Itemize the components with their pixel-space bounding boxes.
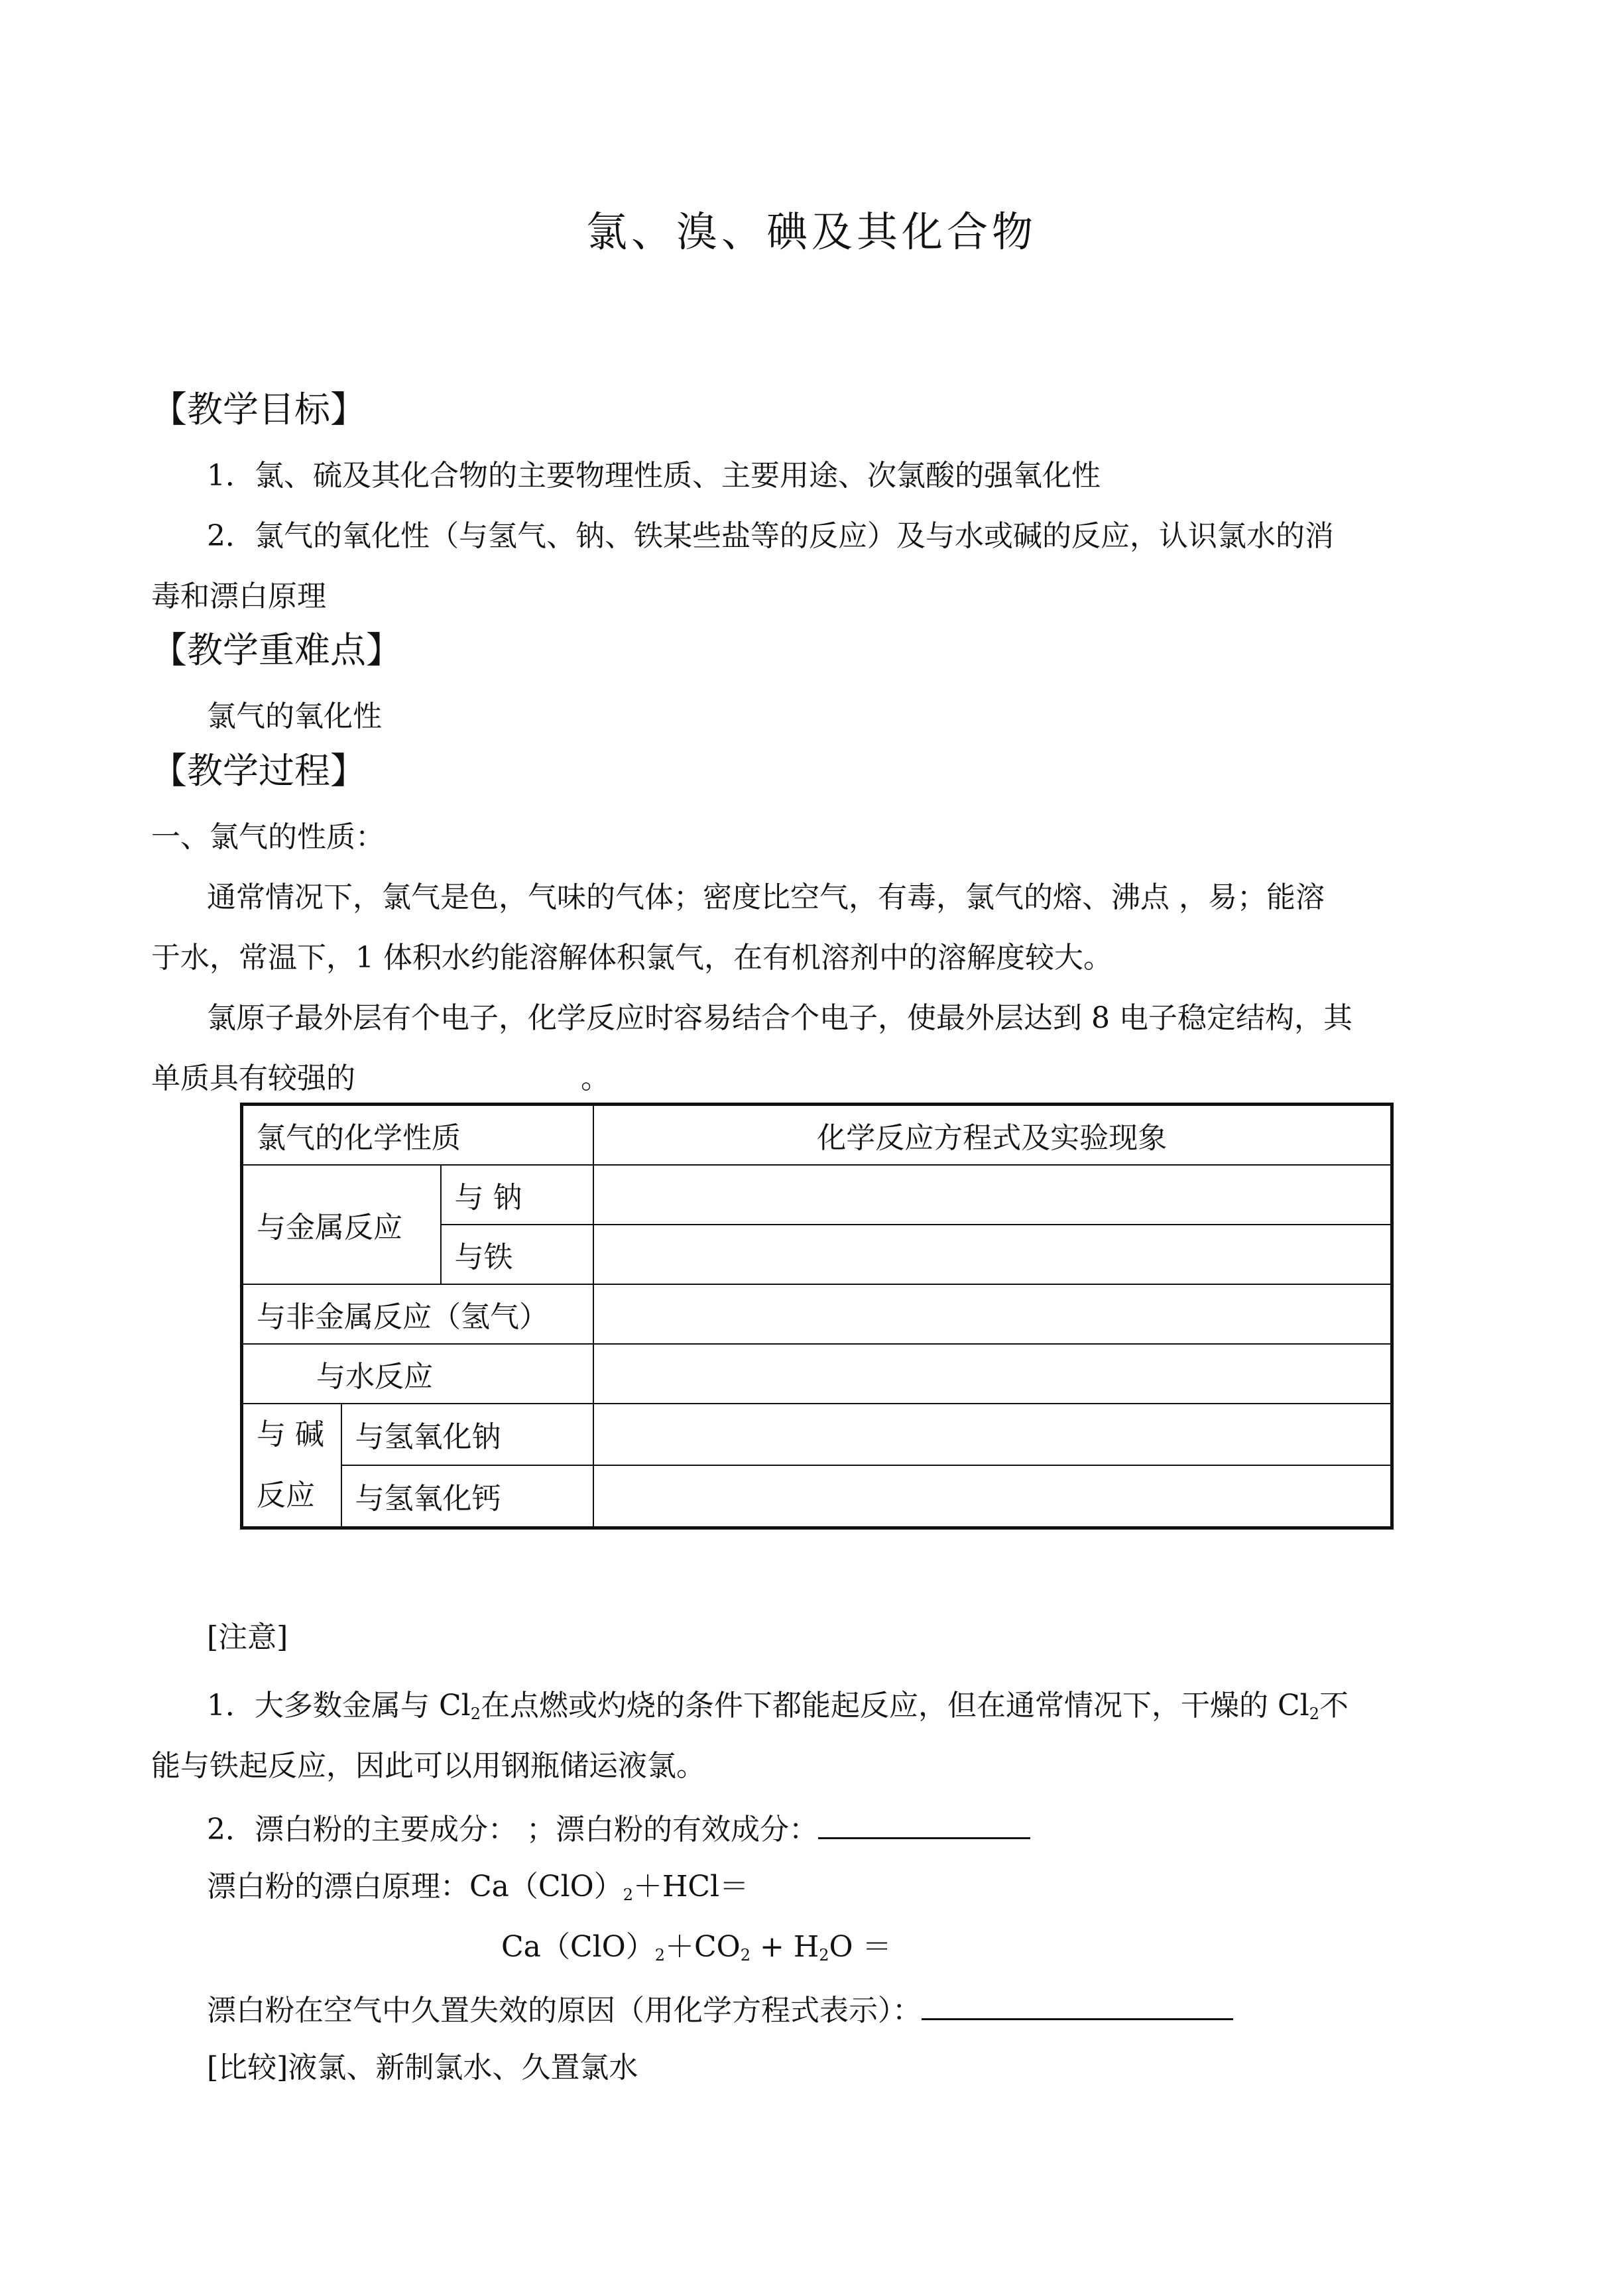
row-label-sodium: 与 钠 — [441, 1165, 593, 1225]
paragraph-2-text: 单质具有较强的 — [151, 1061, 355, 1095]
note-1-text-a: 1．大多数金属与 Cl — [207, 1689, 471, 1722]
failure-reason — [207, 1989, 1233, 2029]
note-1-text-c: 不 — [1319, 1689, 1349, 1722]
answer-cell-iron[interactable] — [593, 1225, 1392, 1284]
answer-cell-sodium[interactable] — [593, 1165, 1392, 1225]
bleach-reaction-2 — [501, 1929, 892, 1974]
subscript-2: 2 — [740, 1946, 751, 1964]
row-label-naoh: 与氢氧化钠 — [341, 1404, 593, 1465]
subscript-2: 2 — [623, 1886, 633, 1904]
table-row — [242, 1344, 1392, 1404]
header-equation: 化学反应方程式及实验现象 — [593, 1105, 1392, 1166]
table-row — [242, 1404, 1392, 1465]
key-point: 氯气的氧化性 — [207, 699, 382, 733]
failure-reason-text: 漂白粉在空气中久置失效的原因（用化学方程式表示）： — [207, 1994, 922, 2027]
answer-cell-naoh[interactable] — [593, 1404, 1392, 1465]
row-label-nonmetal: 与非金属反应（氢气） — [242, 1284, 593, 1344]
row-label-water: 与水反应 — [242, 1344, 593, 1404]
table-header-row — [242, 1105, 1392, 1166]
comparison: [比较]液氯、新制氯水、久置氯水 — [207, 2051, 638, 2085]
subscript-2: 2 — [819, 1946, 829, 1964]
base-label-line-1: 与 碱 — [257, 1418, 324, 1451]
subscript-2: 2 — [470, 1705, 481, 1723]
section-teaching-process: 【教学过程】 — [151, 750, 366, 792]
bleach-1-end: ＋HCl＝ — [633, 1870, 749, 1903]
table-row — [242, 1465, 1392, 1528]
part-one-heading: 一、氯气的性质： — [151, 820, 385, 854]
paragraph-2-line-2 — [151, 1060, 610, 1097]
subscript-2: 2 — [654, 1946, 665, 1964]
page-title: 氯、溴、碘及其化合物 — [585, 208, 1037, 256]
section-key-points: 【教学重难点】 — [151, 629, 402, 671]
bleach-2-text: Ca（ClO） — [501, 1930, 655, 1964]
bleach-reaction-1 — [207, 1868, 749, 1913]
note-1-line-1 — [207, 1687, 1349, 1732]
note-2 — [207, 1808, 1030, 1848]
table-row — [242, 1165, 1392, 1225]
paragraph-1-line-2: 于水，常温下，1 体积水约能溶解体积氯气，在有机溶剂中的溶解度较大。 — [151, 941, 1112, 975]
chlorine-properties-table — [240, 1103, 1394, 1530]
base-label-line-2: 反应 — [257, 1479, 315, 1512]
answer-cell-caoh[interactable] — [593, 1465, 1392, 1528]
bleach-2-tail: O ＝ — [829, 1930, 892, 1964]
answer-blank-effective-component[interactable] — [818, 1808, 1030, 1839]
note-heading: [注意] — [207, 1620, 288, 1654]
subscript-2: 2 — [1309, 1705, 1320, 1723]
answer-blank-failure-equation[interactable] — [922, 1989, 1233, 2020]
paragraph-1-line-1: 通常情况下，氯气是色，气味的气体；密度比空气，有毒，氯气的熔、沸点 ，易；能溶 — [207, 880, 1325, 914]
goal-2-line-1: 2．氯气的氧化性（与氢气、钠、铁某些盐等的反应）及与水或碱的反应，认识氯水的消 — [207, 519, 1334, 553]
row-label-base — [242, 1404, 341, 1528]
goal-1: 1．氯、硫及其化合物的主要物理性质、主要用途、次氯酸的强氧化性 — [207, 459, 1101, 493]
answer-cell-nonmetal[interactable] — [593, 1284, 1392, 1344]
row-label-caoh: 与氢氧化钙 — [341, 1465, 593, 1528]
goal-2-line-2: 毒和漂白原理 — [151, 579, 326, 613]
bleach-2-end: + H — [751, 1930, 819, 1964]
bleach-2-mid: ＋CO — [665, 1930, 741, 1964]
paragraph-2-line-1: 氯原子最外层有个电子，化学反应时容易结合个电子，使最外层达到 8 电子稳定结构，其 — [207, 1001, 1352, 1035]
header-property: 氯气的化学性质 — [242, 1105, 593, 1166]
answer-cell-water[interactable] — [593, 1344, 1392, 1404]
note-1-text-b: 在点燃或灼烧的条件下都能起反应，但在通常情况下，干燥的 Cl — [481, 1689, 1309, 1722]
note-2-text: 2．漂白粉的主要成分： ；漂白粉的有效成分： — [207, 1813, 818, 1846]
note-1-line-2: 能与铁起反应，因此可以用钢瓶储运液氯。 — [151, 1749, 705, 1783]
section-teaching-goals: 【教学目标】 — [151, 389, 366, 430]
paragraph-2-period: 。 — [581, 1061, 610, 1095]
bleach-1-text: 漂白粉的漂白原理：Ca（ClO） — [207, 1870, 623, 1903]
row-label-iron: 与铁 — [441, 1225, 593, 1284]
table-row — [242, 1284, 1392, 1344]
row-label-metal: 与金属反应 — [242, 1165, 441, 1284]
